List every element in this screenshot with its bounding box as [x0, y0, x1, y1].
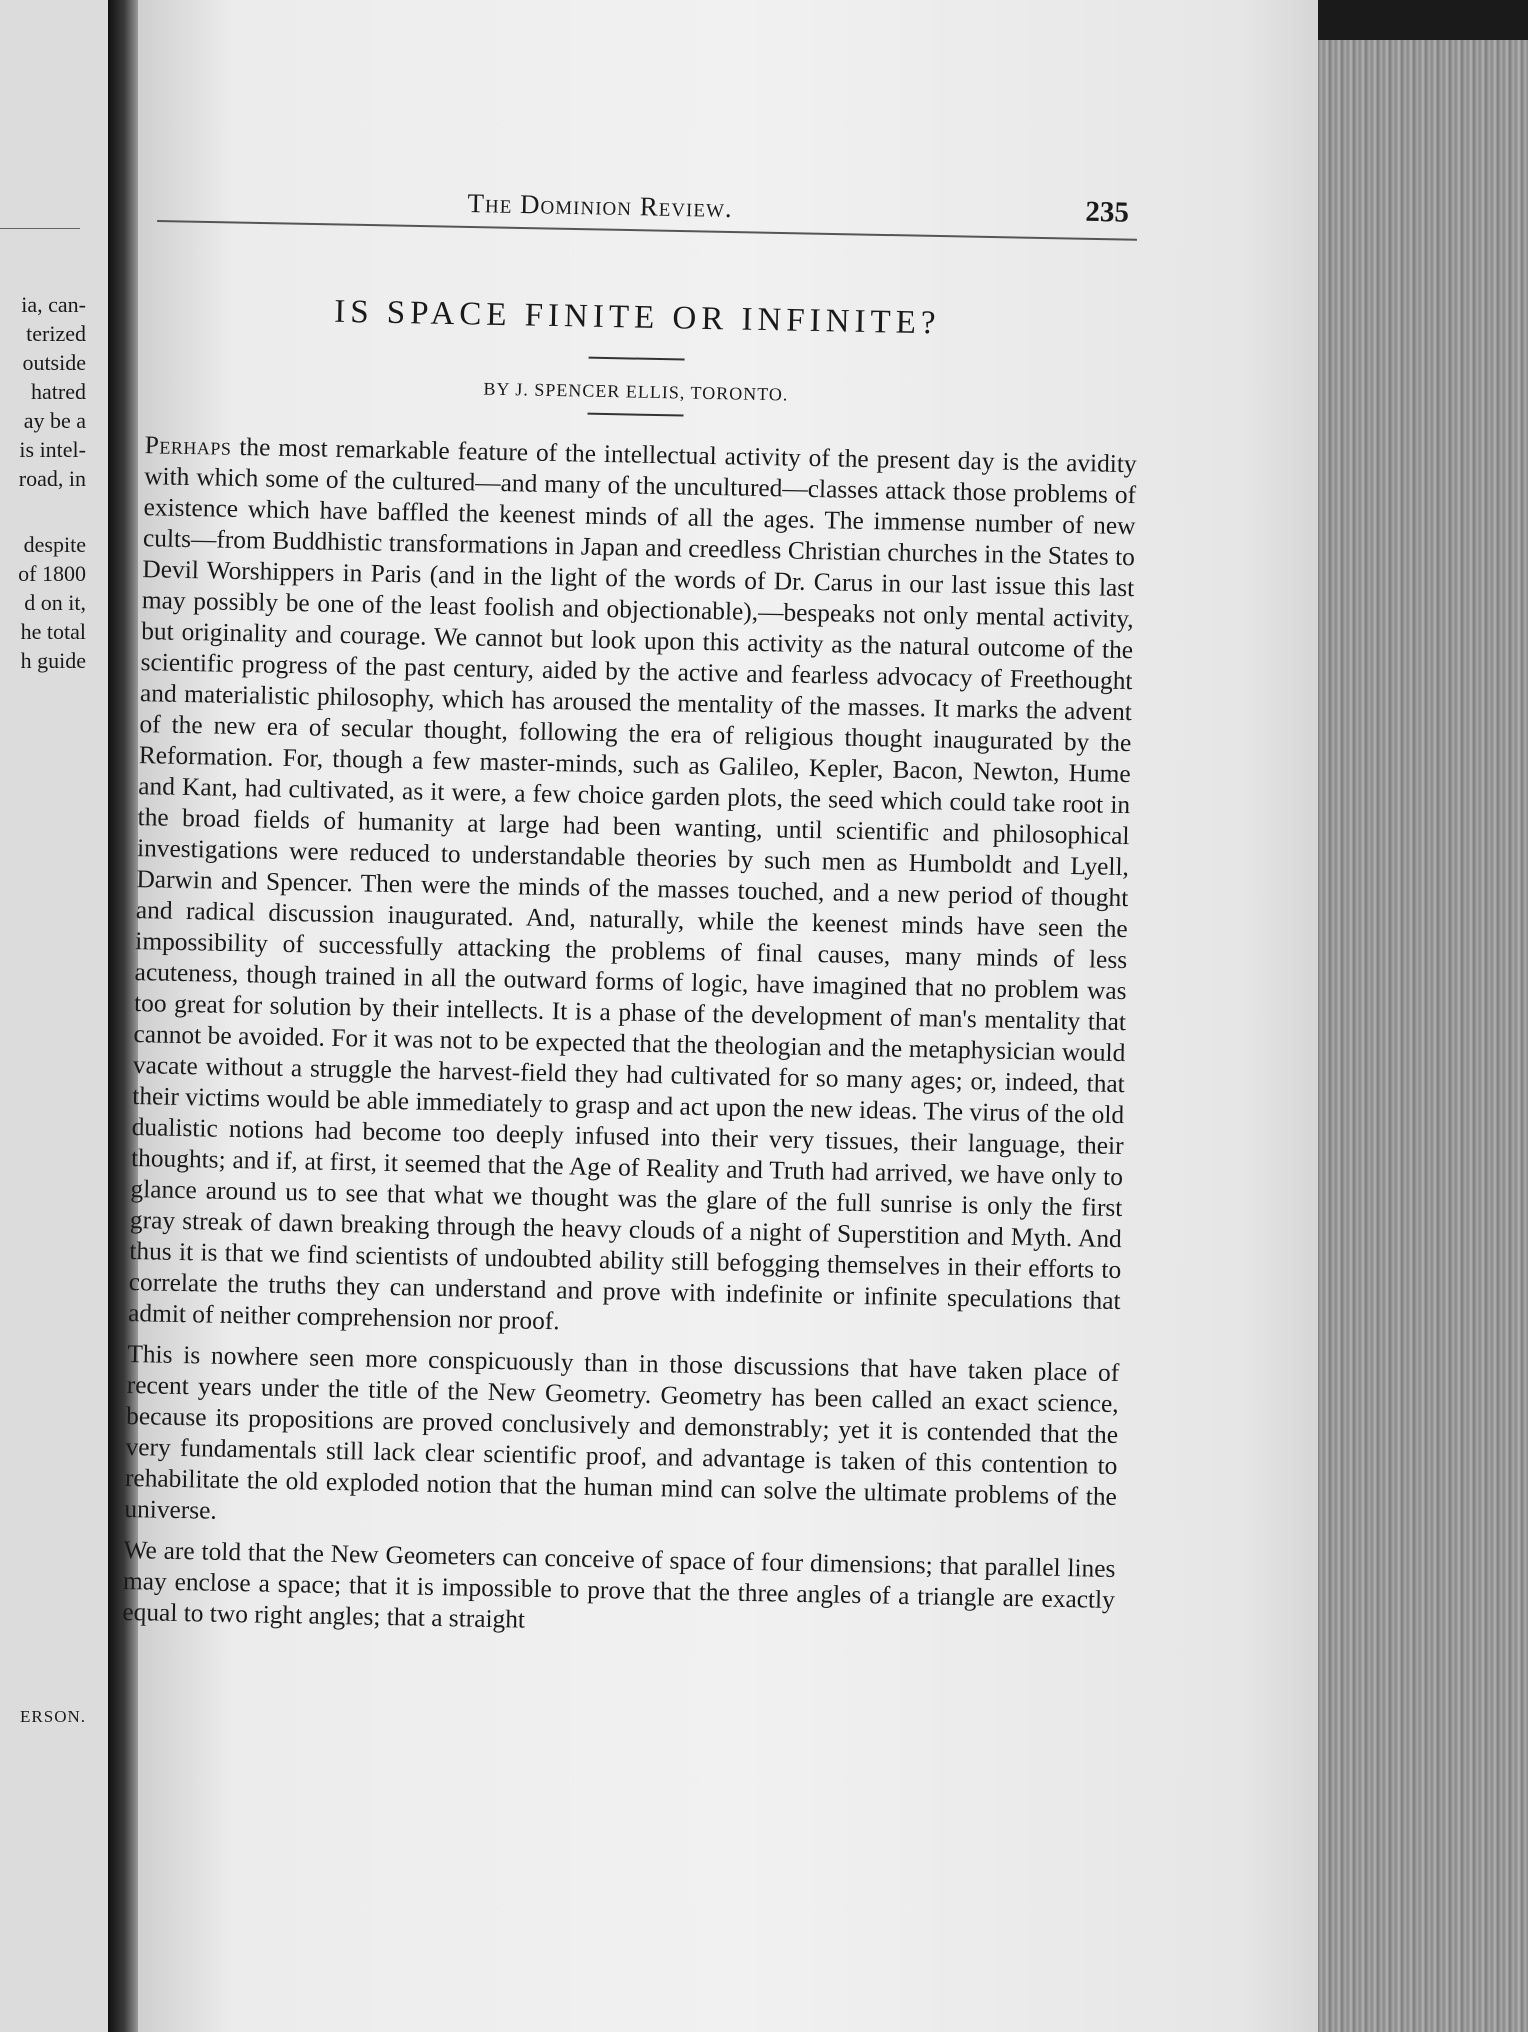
previous-page-line: he total	[20, 619, 86, 644]
previous-page-line: terized	[26, 321, 86, 346]
previous-page-signature: ERSON.	[20, 1707, 86, 1726]
previous-page-line: d on it,	[24, 590, 86, 615]
running-title: The Dominion Review.	[467, 187, 733, 224]
article-byline: BY J. SPENCER ELLIS, TORONTO.	[483, 378, 789, 405]
previous-page-fragment	[0, 0, 108, 2032]
paragraph	[128, 430, 1137, 1348]
previous-page-line: of 1800	[18, 561, 86, 586]
book-page	[122, 0, 1336, 2032]
paragraph: We are told that the New Geometers can conceive of space of four dimensions; that parallel lines may enclose a space; that it is impossible to prove that the three angles of a triangle are exactly equal to two right angles; that a straight	[122, 1535, 1116, 1634]
opening-word: Perhaps	[144, 431, 232, 461]
previous-page-line: hatred	[31, 379, 86, 404]
previous-page-line: is intel-	[19, 437, 86, 462]
title-rule	[589, 357, 685, 361]
previous-page-line: h guide	[20, 648, 86, 673]
paragraph: This is nowhere seen more conspicuously than in those discussions that have taken place of recent years under the title of the New Geometry. Geometry has been called an exact science, because its propositions are proved conclusively and demonstrably; yet it is contended that the very fundamentals still lack clear scientific proof, and advantage is taken of this contention to rehabilitate the old exploded notion that the human mind can solve the ultimate problems of the universe.	[124, 1339, 1120, 1525]
previous-page-line: ia, can-	[21, 292, 86, 317]
previous-page-rule	[0, 228, 80, 229]
header-rule	[157, 220, 1137, 241]
article-body	[122, 430, 1137, 1657]
previous-page-line: ay be a	[23, 408, 86, 433]
article	[107, 280, 1335, 1903]
paragraph-text: the most remarkable feature of the intellectual activity of the present day is the avidity with which some of the cultured—and many of the uncultured—classes attack those problems of existence which have baffled the keenest minds of all the ages. The immense number of new cults—from Buddhistic transformations in Japan and creedless Christian churches in the States to Devil Worshippers in Paris (and in the light of the words of Dr. Carus in our last issue this last may possibly be one of the least foolish and objectionable),—bespeaks not only mental activity, but originality and courage. We cannot but look upon this activity as the natural outcome of the scientific progress of the past century, aided by the active and fearless advocacy of Freethought and materialistic philosophy, which has aroused the mentality of the masses. It marks the advent of the new era of secular thought, following the era of religious thought inaugurated by the Reformation. For, though a few master-minds, such as Galileo, Kepler, Bacon, Newton, Hume and Kant, had cultivated, as it were, a few choice garden plots, the seed which could take root in the broad fields of humanity at large had been wanting, until scientific and philosophical investigations were reduced to understandable theories by such men as Humboldt and Lyell, Darwin and Spencer. Then were the minds of the masses touched, and a new period of thought and radical discussion inaugurated. And, naturally, while the keenest minds have seen the impossibility of successfully attacking the problems of final causes, many minds of less acuteness, though trained in all the outward forms of logic, have imagined that no problem was too great for solution by their intellects. It is a phase of the development of man's mentality that cannot be avoided. For it was not to be expected that the theologian and the metaphysician would vacate without a struggle the harvest-field they had cultivated for so many ages; or, indeed, that their victims would be able immediately to grasp and act upon the new ideas. The virus of the old dualistic notions had become too deeply infused into their very tissues, their language, their thoughts; and if, at first, it seemed that the Age of Reality and Truth had arrived, we have only to glance around us to see that what we thought was the glare of the full sunrise is only the first gray streak of dawn breaking through the heavy clouds of a night of Superstition and Myth. And thus it is that we find scientists of undoubted ability still befogging themselves in their efforts to correlate the truths they can understand and prove with indefinite or infinite speculations that admit of neither comprehension nor proof.	[127, 432, 1137, 1336]
previous-page-line: road, in	[18, 466, 86, 491]
article-title: IS SPACE FINITE OR INFINITE?	[333, 293, 941, 342]
page-edges	[1318, 40, 1528, 2032]
byline-rule	[587, 413, 683, 417]
running-header	[157, 176, 1158, 239]
page-number: 235	[1085, 195, 1130, 229]
previous-page-line: despite	[23, 532, 86, 557]
previous-page-line: outside	[22, 350, 86, 375]
